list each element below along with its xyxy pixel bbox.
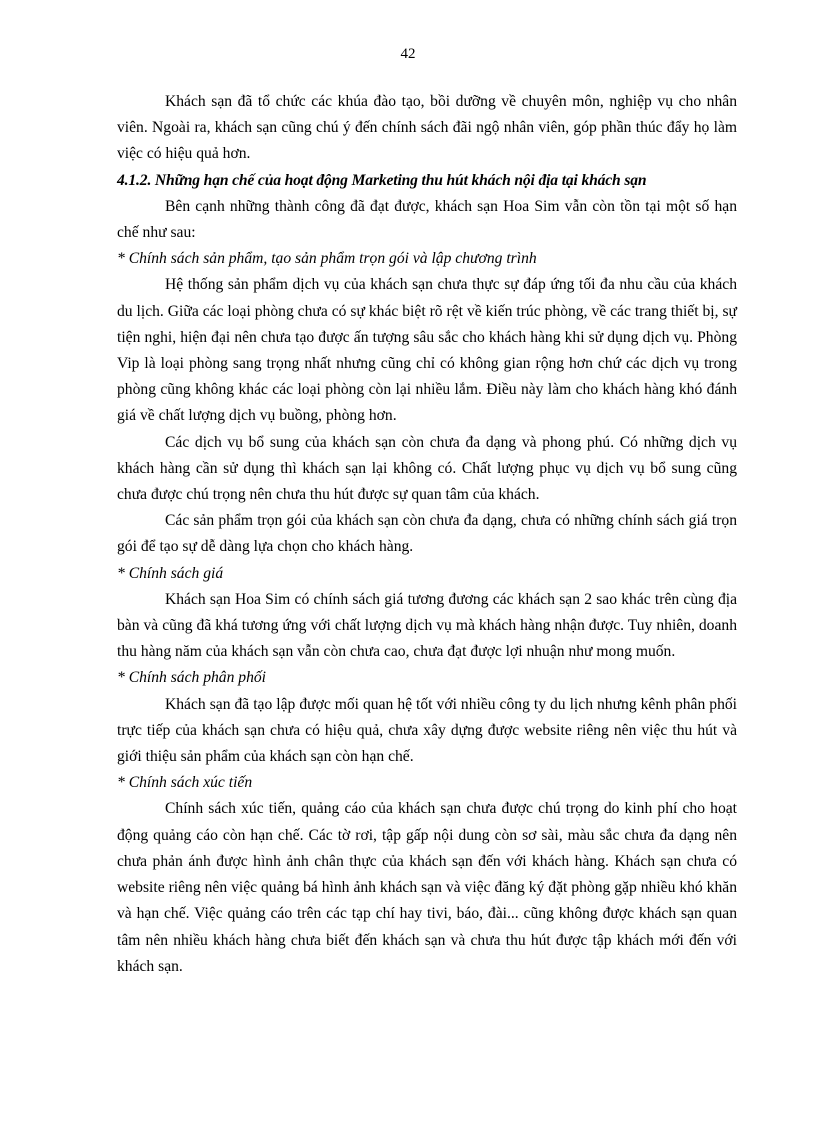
subheading-promotion-policy: * Chính sách xúc tiến xyxy=(117,774,253,792)
paragraph-training: Khách sạn đã tổ chức các khúa đào tạo, bồi dưỡng về chuyên môn, nghiệp vụ cho nhân viên. Ngoài ra, khách sạn cũng chú ý đến chính sách đãi ngộ nhân viên, góp phần thúc đẩy họ làm việc có hiệu quả hơn. xyxy=(117,93,737,163)
paragraph-pricing: Khách sạn Hoa Sim có chính sách giá tương đương các khách sạn 2 sao khác trên cùng địa bàn và cũng đã khá tương ứng với chất lượng dịch vụ mà khách hàng nhận được. Tuy nhiên, doanh thu hàng năm của khách sạn vẫn còn chưa cao, chưa đạt được lợi nhuận như mong muốn. xyxy=(117,590,737,661)
paragraph-distribution: Khách sạn đã tạo lập được mối quan hệ tốt với nhiều công ty du lịch nhưng kênh phân phối trực tiếp của khách sạn chưa có hiệu quả, chưa xây dựng được website riêng nên việc thu hút và giới thiệu sản phẩm của khách sạn còn hạn chế. xyxy=(117,695,737,766)
subheading-distribution-policy: * Chính sách phân phối xyxy=(117,669,267,687)
paragraph-limitations-intro: Bên cạnh những thành công đã đạt được, khách sạn Hoa Sim vẫn còn tồn tại một số hạn chế như sau: xyxy=(117,197,737,242)
section-heading: 4.1.2. Những hạn chế của hoạt động Marketing thu hút khách nội địa tại khách sạn xyxy=(117,171,647,189)
page-body xyxy=(117,89,737,980)
subheading-product-policy: * Chính sách sản phẩm, tạo sản phẩm trọn gói và lập chương trình xyxy=(117,250,537,268)
paragraph-extra-services: Các dịch vụ bổ sung của khách sạn còn chưa đa dạng và phong phú. Có những dịch vụ khách hàng cần sử dụng thì khách sạn lại không có. Chất lượng phục vụ dịch vụ bổ sung cũng chưa được chú trọng nên chưa thu hút được sự quan tâm của khách. xyxy=(117,433,737,504)
page-number: 42 xyxy=(400,46,416,62)
paragraph-package-products: Các sản phẩm trọn gói của khách sạn còn chưa đa dạng, chưa có những chính sách giá trọn gói để tạo sự dễ dàng lựa chọn cho khách hàng. xyxy=(117,512,737,556)
subheading-price-policy: * Chính sách giá xyxy=(117,564,224,582)
paragraph-promotion: Chính sách xúc tiến, quảng cáo của khách sạn chưa được chú trọng do kinh phí cho hoạt động quảng cáo còn hạn chế. Các tờ rơi, tập gấp nội dung còn sơ sài, màu sắc chưa đa dạng nên chưa phản ánh được hình ảnh chân thực của khách sạn đến với khách hàng. Khách sạn chưa có website riêng nên việc quảng bá hình ảnh khách sạn và việc đăng ký đặt phòng gặp nhiều khó khăn và hạn chế. Việc quảng cáo trên các tạp chí hay tivi, báo, đài... cũng không được khách sạn quan tâm nên nhiều khách hàng chưa biết đến khách sạn và chưa thu hút được tập khách mới đến với khách sạn. xyxy=(117,800,737,975)
paragraph-product-system: Hệ thống sản phẩm dịch vụ của khách sạn chưa thực sự đáp ứng tối đa nhu cầu của khách du lịch. Giữa các loại phòng chưa có sự khác biệt rõ rệt về kiến trúc phòng, về các trang thiết bị, sự tiện nghi, hiện đại nên chưa tạo được ấn tượng sâu sắc cho khách hàng khi sử dụng dịch vụ. Phòng Vip là loại phòng sang trọng nhất nhưng cũng chỉ có không gian rộng hơn chứ các dịch vụ trong phòng cũng không khác các loại phòng còn lại nhiều lắm. Điều này làm cho khách hàng khó đánh giá về chất lượng dịch vụ buồng, phòng hơn. xyxy=(117,276,737,425)
